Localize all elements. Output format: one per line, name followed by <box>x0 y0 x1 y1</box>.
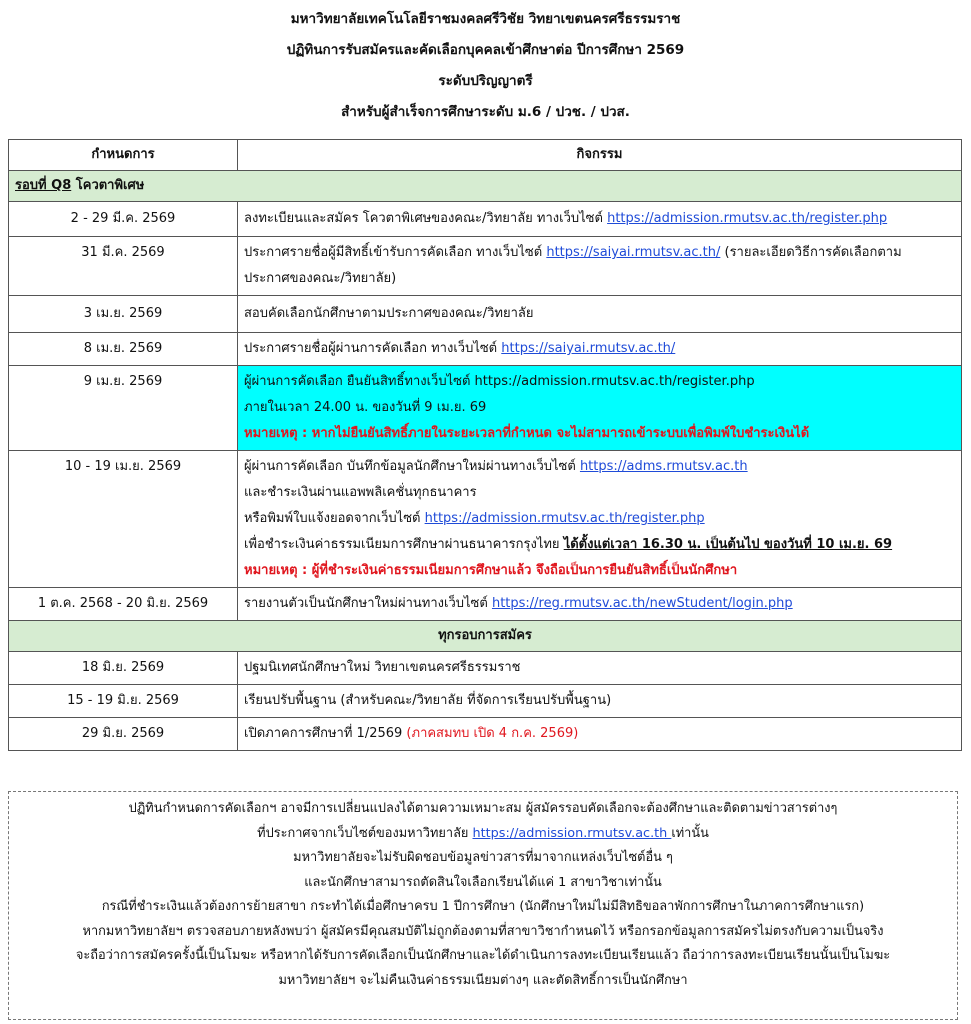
saiyai-link[interactable]: https://saiyai.rmutsv.ac.th/ <box>501 341 676 356</box>
table-row <box>9 652 962 685</box>
row-activity: ประกาศรายชื่อผู้มีสิทธิ์เข้ารับการคัดเลือก ทางเว็บไซต์ https://saiyai.rmutsv.ac.th/ (รายละเอียดวิธีการคัดเลือกตาม ประกาศของคณะ/วิทยาลัย) <box>238 237 962 296</box>
schedule-table <box>8 139 962 751</box>
row-activity: ผู้ผ่านการคัดเลือก ยืนยันสิทธิ์ทางเว็บไซต์ https://admission.rmutsv.ac.th/register.php ภายในเวลา 24.00 น. ของวันที่ 9 เม.ย. 69 หมายเหตุ : หากไม่ยืนยันสิทธิ์ภายในระยะเวลาที่กำหนด จะไม่สามารถเข้าระบบเพื่อพิมพ์ใบชำระเงินได้ <box>238 366 962 451</box>
table-row-highlighted <box>9 366 962 451</box>
round-q8-section <box>9 171 962 202</box>
register-link[interactable]: https://admission.rmutsv.ac.th/register.php <box>424 511 705 526</box>
row-date: 15 - 19 มิ.ย. 2569 <box>9 685 238 718</box>
row-date: 8 เม.ย. 2569 <box>9 333 238 366</box>
applicant-qualification: สำหรับผู้สำเร็จการศึกษาระดับ ม.6 / ปวช. / ปวส. <box>341 104 630 120</box>
table-row <box>9 296 962 333</box>
row-date: 3 เม.ย. 2569 <box>9 296 238 333</box>
table-row <box>9 718 962 751</box>
row-date: 31 มี.ค. 2569 <box>9 237 238 296</box>
row-date: 10 - 19 เม.ย. 2569 <box>9 451 238 588</box>
row-date: 2 - 29 มี.ค. 2569 <box>9 202 238 237</box>
all-rounds-section: ทุกรอบการสมัคร <box>9 621 962 652</box>
row-activity: ลงทะเบียนและสมัคร โควตาพิเศษของคณะ/วิทยาลัย ทางเว็บไซต์ https://admission.rmutsv.ac.th/register.php <box>238 202 962 237</box>
row-activity: รายงานตัวเป็นนักศึกษาใหม่ผ่านทางเว็บไซต์ https://reg.rmutsv.ac.th/newStudent/login.php <box>238 588 962 621</box>
table-row <box>9 451 962 588</box>
row-date: 9 เม.ย. 2569 <box>9 366 238 451</box>
disclaimer-box: ปฏิทินกำหนดการคัดเลือกฯ อาจมีการเปลี่ยนแปลงได้ตามความเหมาะสม ผู้สมัครรอบคัดเลือกจะต้องศึกษาและติดตามข่าวสารต่างๆ ที่ประกาศจากเว็บไซต์ของมหาวิทยาลัย https://admission.rmutsv.ac.th เท่านั้น มหาวิทยาลัยจะไม่รับผิดชอบข้อมูลข่าวสารที่มาจากแหล่งเว็บไซต์อื่น ๆ และนักศึกษาสามารถตัดสินใจเลือกเรียนได้แค่ 1 สาขาวิชาเท่านั้น กรณีที่ชำระเงินแล้วต้องการย้ายสาขา กระทำได้เมื่อศึกษาครบ 1 ปีการศึกษา (นักศึกษาใหม่ไม่มีสิทธิขอลาพักการศึกษาในภาคการศึกษาแรก) หากมหาวิทยาลัยฯ ตรวจสอบภายหลังพบว่า ผู้สมัครมีคุณสมบัติไม่ถูกต้องตามที่สาขาวิชากำหนดไว้ หรือกรอกข้อมูลการสมัครไม่ตรงกับความเป็นจริง จะถือว่าการสมัครครั้งนี้เป็นโมฆะ หรือหากได้รับการคัดเลือกเป็นนักศึกษาและได้ดำเนินการลงทะเบียนเรียนแล้ว ถือว่าการลงทะเบียนเรียนนั้นเป็นโมฆะ มหาวิทยาลัยฯ จะไม่คืนเงินค่าธรรมเนียมต่างๆ และตัดสิทธิ์การเป็นนักศึกษา <box>8 791 958 1020</box>
adms-link[interactable]: https://adms.rmutsv.ac.th <box>579 459 748 474</box>
table-row <box>9 685 962 718</box>
saiyai-link[interactable]: https://saiyai.rmutsv.ac.th/ <box>546 245 721 260</box>
evening-session-note: (ภาคสมทบ เปิด 4 ก.ค. 2569) <box>406 726 579 741</box>
admission-website-link[interactable]: https://admission.rmutsv.ac.th <box>472 825 672 841</box>
document-header <box>0 0 971 128</box>
row-date: 18 มิ.ย. 2569 <box>9 652 238 685</box>
table-header-row <box>9 140 962 171</box>
table-row <box>9 588 962 621</box>
confirm-warning-note: หมายเหตุ : หากไม่ยืนยันสิทธิ์ภายในระยะเวลาที่กำหนด จะไม่สามารถเข้าระบบเพื่อพิมพ์ใบชำระเงินได้ <box>244 426 810 441</box>
column-header-activity: กิจกรรม <box>238 140 962 171</box>
round-label: รอบที่ Q8 <box>15 178 72 193</box>
row-date: 29 มิ.ย. 2569 <box>9 718 238 751</box>
row-activity: ปฐมนิเทศนักศึกษาใหม่ วิทยาเขตนครศรีธรรมราช <box>238 652 962 685</box>
register-link[interactable]: https://admission.rmutsv.ac.th/register.php <box>607 211 888 226</box>
row-activity: ประกาศรายชื่อผู้ผ่านการคัดเลือก ทางเว็บไซต์ https://saiyai.rmutsv.ac.th/ <box>238 333 962 366</box>
row-activity: เรียนปรับพื้นฐาน (สำหรับคณะ/วิทยาลัย ที่จัดการเรียนปรับพื้นฐาน) <box>238 685 962 718</box>
new-student-login-link[interactable]: https://reg.rmutsv.ac.th/newStudent/login.php <box>491 596 793 611</box>
table-row <box>9 333 962 366</box>
round-name: โควตาพิเศษ <box>71 178 145 193</box>
row-activity: สอบคัดเลือกนักศึกษาตามประกาศของคณะ/วิทยาลัย <box>238 296 962 333</box>
calendar-title: ปฏิทินการรับสมัครและคัดเลือกบุคคลเข้าศึกษาต่อ ปีการศึกษา 2569 <box>286 42 685 58</box>
university-title: มหาวิทยาลัยเทคโนโลยีราชมงคลศรีวิชัย วิทยาเขตนครศรีธรรมราช <box>290 11 681 27</box>
row-activity: เปิดภาคการศึกษาที่ 1/2569 (ภาคสมทบ เปิด 4 ก.ค. 2569) <box>238 718 962 751</box>
payment-note: หมายเหตุ : ผู้ที่ชำระเงินค่าธรรมเนียมการศึกษาแล้ว จึงถือเป็นการยืนยันสิทธิ์เป็นนักศึกษา <box>244 563 738 578</box>
degree-level: ระดับปริญญาตรี <box>438 73 533 89</box>
row-activity: ผู้ผ่านการคัดเลือก บันทึกข้อมูลนักศึกษาใหม่ผ่านทางเว็บไซต์ https://adms.rmutsv.ac.th และชำระเงินผ่านแอพพลิเคชั่นทุกธนาคาร หรือพิมพ์ใบแจ้งยอดจากเว็บไซต์ https://admission.rmutsv.ac.th/register.php เพื่อชำระเงินค่าธรรมเนียมการศึกษาผ่านธนาคารกรุงไทย ได้ตั้งแต่เวลา 16.30 น. เป็นต้นไป ของวันที่ 10 เม.ย. 69 หมายเหตุ : ผู้ที่ชำระเงินค่าธรรมเนียมการศึกษาแล้ว จึงถือเป็นการยืนยันสิทธิ์เป็นนักศึกษา <box>238 451 962 588</box>
table-row <box>9 237 962 296</box>
table-row <box>9 202 962 237</box>
row-date: 1 ต.ค. 2568 - 20 มิ.ย. 2569 <box>9 588 238 621</box>
column-header-date: กำหนดการ <box>9 140 238 171</box>
payment-start-time: ได้ตั้งแต่เวลา 16.30 น. เป็นต้นไป ของวันที่ 10 เม.ย. 69 <box>563 537 893 552</box>
